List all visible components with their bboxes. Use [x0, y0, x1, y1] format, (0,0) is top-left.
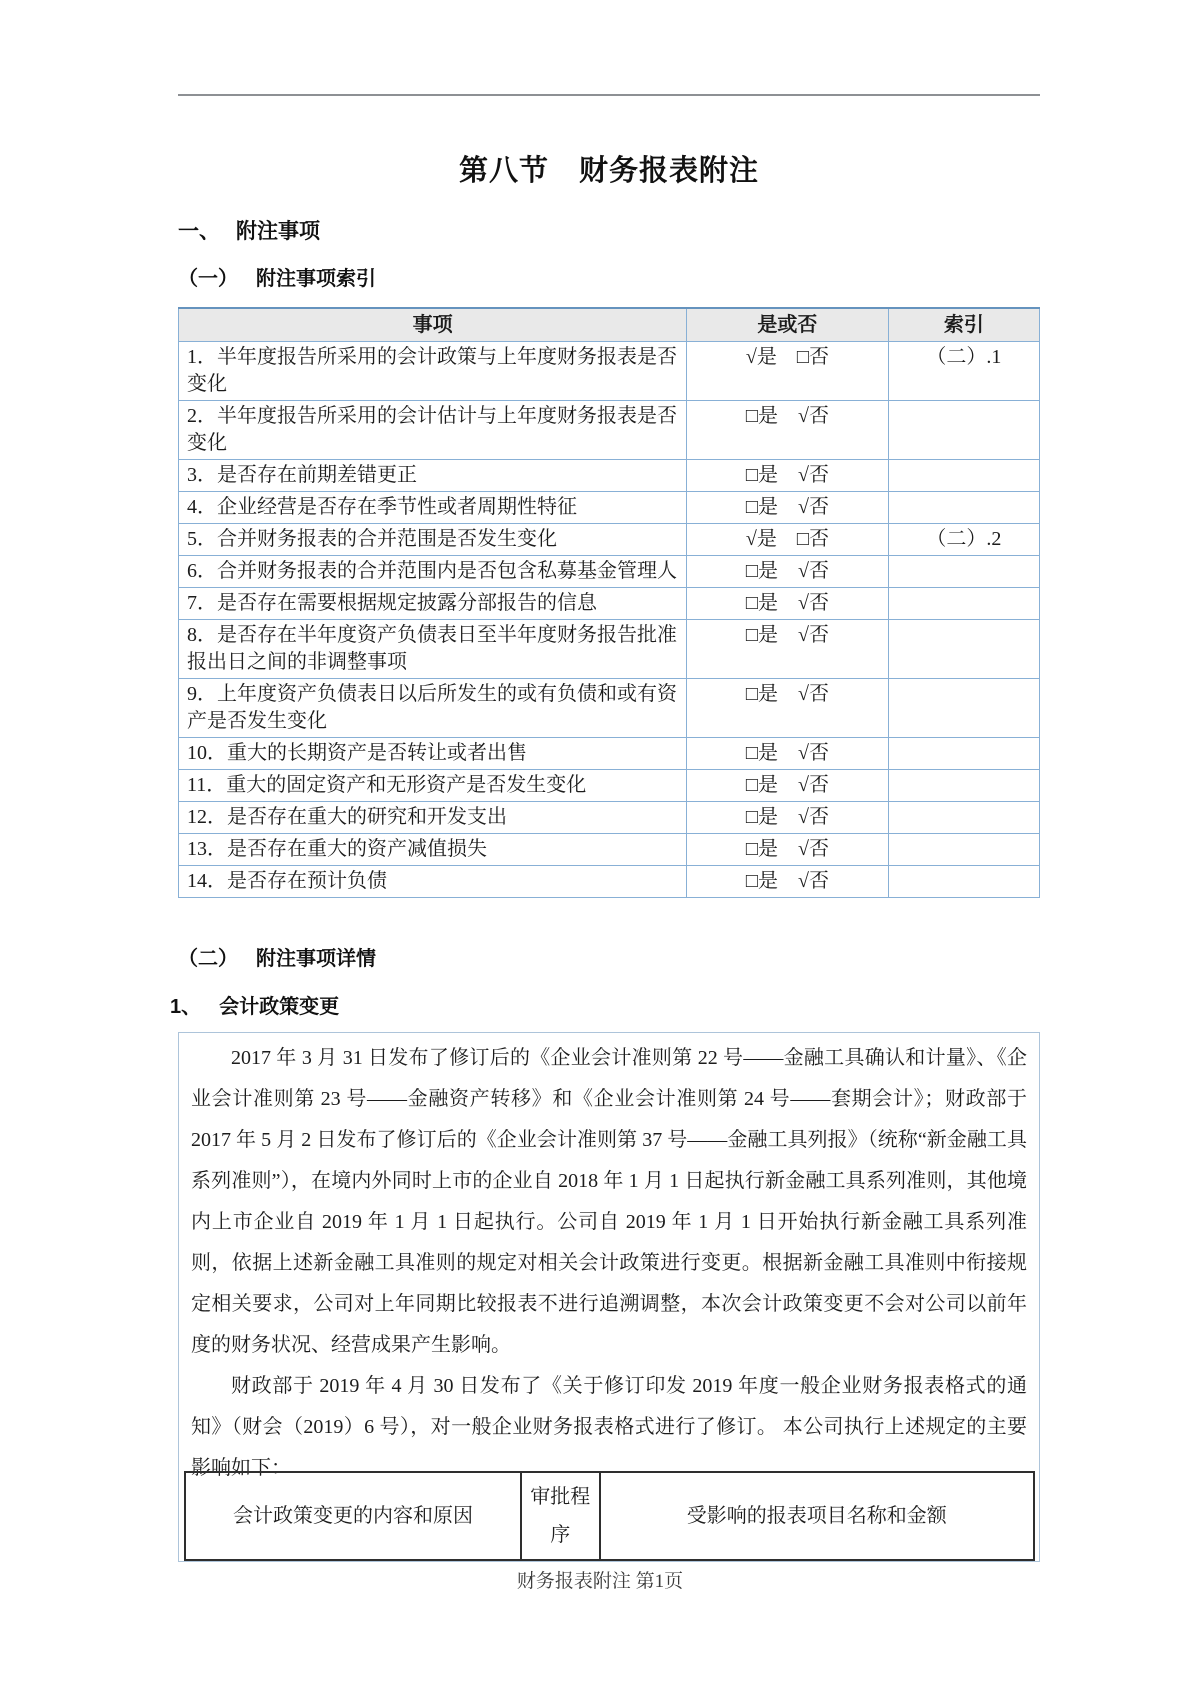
- index-cell: [888, 460, 1039, 492]
- policy-change-paragraph-1: 2017 年 3 月 31 日发布了修订后的《企业会计准则第 22 号——金融工具确认和计量》、《企业会计准则第 23 号——金融资产转移》和《企业会计准则第 24 号——套期会计》；财政部于 2017 年 5 月 2 日发布了修订后的《企业会计准则第 37 号——金融工具列报》（统称“新金融工具系列准则”），在境内外同时上市的企业自 2018 年 1 月 1 日起执行新金融工具系列准则，其他境内上市企业自 2019 年 1 月 1 日起执行。公司自 2019 年 1 月 1 日开始执行新金融工具系列准则，依据上述新金融工具准则的规定对相关会计政策进行变更。根据新金融工具准则中衔接规定相关要求，公司对上年同期比较报表不进行追溯调整，本次会计政策变更不会对公司以前年度的财务状况、经营成果产生影响。: [191, 1047, 1027, 1356]
- index-table-row: [179, 679, 1040, 738]
- index-cell: [888, 492, 1039, 524]
- list-number: 1、: [170, 996, 202, 1018]
- index-cell: [888, 738, 1039, 770]
- index-cell: [888, 866, 1039, 898]
- policy-change-text-frame: [178, 1032, 1040, 1562]
- header-rule: [178, 94, 1040, 96]
- column-header-index: 索引: [888, 308, 1039, 342]
- answer-cell: □是 √否: [687, 492, 889, 524]
- policy-change-paragraph-2: 财政部于 2019 年 4 月 30 日发布了《关于修订印发 2019 年度一般企业财务报表格式的通知》（财会（2019）6 号），对一般企业财务报表格式进行了修订。 本公司执行上述规定的主要影响如下：: [191, 1375, 1027, 1479]
- index-table-row: [179, 802, 1040, 834]
- column-header-approval-procedure: 审批程序: [521, 1472, 600, 1560]
- index-cell: [888, 588, 1039, 620]
- answer-cell: □是 √否: [687, 556, 889, 588]
- item-cell: 12．是否存在重大的研究和开发支出: [179, 802, 687, 834]
- subsection-number: （二）: [178, 948, 238, 970]
- index-cell: （二）.2: [888, 524, 1039, 556]
- item-cell: 1．半年度报告所采用的会计政策与上年度财务报表是否变化: [179, 342, 687, 401]
- index-table-row: [179, 866, 1040, 898]
- index-cell: [888, 770, 1039, 802]
- list-label: 会计政策变更: [219, 996, 340, 1018]
- section-notes-heading: [178, 215, 1040, 245]
- index-table-row: [179, 738, 1040, 770]
- answer-cell: □是 √否: [687, 620, 889, 679]
- index-table-row: [179, 492, 1040, 524]
- subsection-label: 附注事项索引: [256, 268, 376, 290]
- subsection-number: （一）: [178, 268, 238, 290]
- item-cell: 9．上年度资产负债表日以后所发生的或有负债和或有资产是否发生变化: [179, 679, 687, 738]
- subsection-details-heading: [178, 942, 1040, 971]
- index-cell: [888, 834, 1039, 866]
- index-cell: （二）.1: [888, 342, 1039, 401]
- section-number: 一、: [178, 220, 220, 243]
- item-cell: 5．合并财务报表的合并范围是否发生变化: [179, 524, 687, 556]
- answer-cell: □是 √否: [687, 460, 889, 492]
- answer-cell: □是 √否: [687, 679, 889, 738]
- subsection-index-heading: [178, 262, 1040, 291]
- answer-cell: □是 √否: [687, 866, 889, 898]
- answer-cell: □是 √否: [687, 802, 889, 834]
- notes-index-table: [178, 307, 1040, 898]
- answer-cell: √是 □否: [687, 342, 889, 401]
- index-table-row: [179, 556, 1040, 588]
- impact-table-header-row: [185, 1472, 1034, 1560]
- policy-change-heading: [170, 990, 1040, 1019]
- item-cell: 3．是否存在前期差错更正: [179, 460, 687, 492]
- item-cell: 2．半年度报告所采用的会计估计与上年度财务报表是否变化: [179, 401, 687, 460]
- item-cell: 8．是否存在半年度资产负债表日至半年度财务报告批准报出日之间的非调整事项: [179, 620, 687, 679]
- answer-cell: □是 √否: [687, 401, 889, 460]
- answer-cell: □是 √否: [687, 738, 889, 770]
- index-cell: [888, 620, 1039, 679]
- index-table-row: [179, 588, 1040, 620]
- policy-impact-table: [184, 1471, 1035, 1561]
- index-table-row: [179, 460, 1040, 492]
- index-table-row: [179, 401, 1040, 460]
- column-header-yes-no: 是或否: [687, 308, 889, 342]
- index-table-row: [179, 834, 1040, 866]
- index-table-row: [179, 620, 1040, 679]
- column-header-affected-items: 受影响的报表项目名称和金额: [600, 1472, 1034, 1560]
- index-cell: [888, 556, 1039, 588]
- answer-cell: □是 √否: [687, 834, 889, 866]
- page-content: [170, 0, 1040, 1562]
- index-cell: [888, 679, 1039, 738]
- index-table-row: [179, 770, 1040, 802]
- index-table-row: [179, 524, 1040, 556]
- item-cell: 14．是否存在预计负债: [179, 866, 687, 898]
- answer-cell: □是 √否: [687, 588, 889, 620]
- item-cell: 7．是否存在需要根据规定披露分部报告的信息: [179, 588, 687, 620]
- section-label: 附注事项: [236, 220, 320, 243]
- index-cell: [888, 401, 1039, 460]
- index-cell: [888, 802, 1039, 834]
- answer-cell: √是 □否: [687, 524, 889, 556]
- item-cell: 6．合并财务报表的合并范围内是否包含私募基金管理人: [179, 556, 687, 588]
- index-table-header-row: [179, 308, 1040, 342]
- item-cell: 11．重大的固定资产和无形资产是否发生变化: [179, 770, 687, 802]
- column-header-item: 事项: [179, 308, 687, 342]
- item-cell: 10．重大的长期资产是否转让或者出售: [179, 738, 687, 770]
- index-table-row: [179, 342, 1040, 401]
- answer-cell: □是 √否: [687, 770, 889, 802]
- column-header-change-reason: 会计政策变更的内容和原因: [185, 1472, 521, 1560]
- subsection-label: 附注事项详情: [256, 948, 376, 970]
- page-footer: 财务报表附注 第1页: [516, 1571, 684, 1592]
- item-cell: 4．企业经营是否存在季节性或者周期性特征: [179, 492, 687, 524]
- item-cell: 13．是否存在重大的资产减值损失: [179, 834, 687, 866]
- page-title: 第八节 财务报表附注: [458, 155, 759, 187]
